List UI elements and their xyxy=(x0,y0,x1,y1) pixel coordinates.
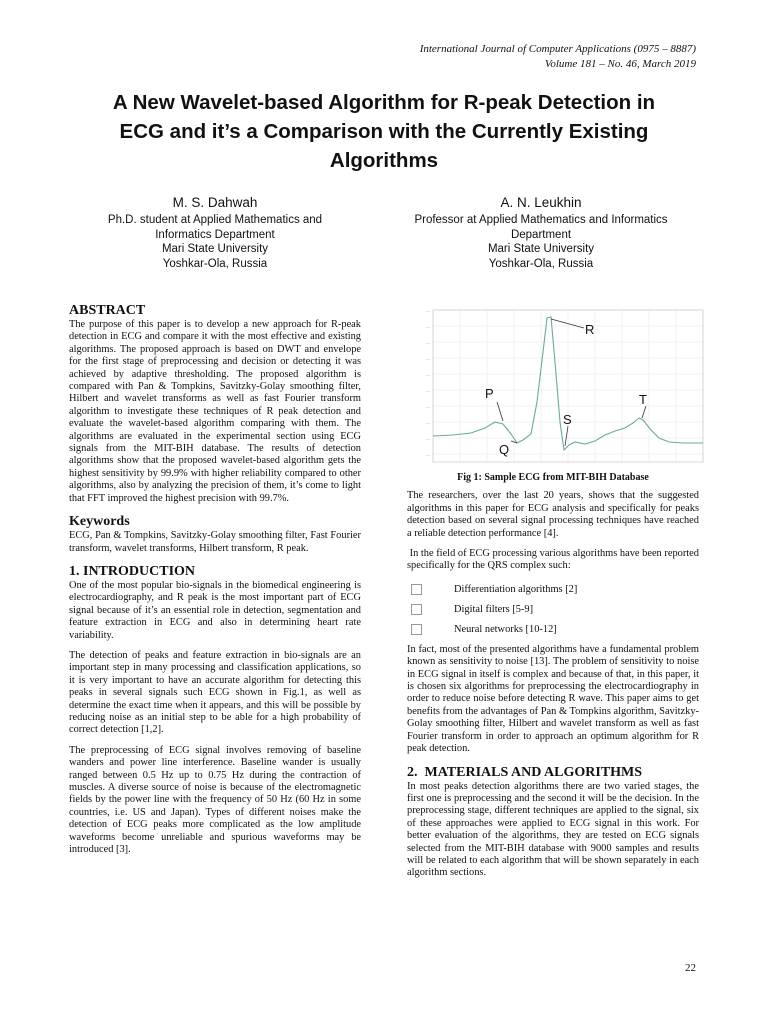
journal-header xyxy=(420,42,696,72)
keywords-heading: Keywords xyxy=(69,514,130,530)
right-column xyxy=(407,302,702,880)
svg-text:-.-: -.- xyxy=(426,341,430,345)
introduction-heading: 1. INTRODUCTION xyxy=(69,563,196,579)
right-paragraph: The researchers, over the last 20 years, shows that the suggested algorithms in this paper for ECG analysis and specifically for peaks detection based on several signal processing techniques have reached a reliable detection performance [4]. xyxy=(407,490,699,539)
algorithm-list xyxy=(407,580,699,640)
label-r: R xyxy=(585,322,595,337)
right-paragraph: In fact, most of the presented algorithms have a fundamental problem known as sensitivity to noise [13]. The problem of sensitivity to noise in ECG signal in itself is complex and because of that, in this paper, it is chosen six algorithms for preprocessing the electrocardiography in order to reduce noise before detecting R wave. This paper aims to get benefits from the advantages of Pan & Tompkins algorithm, Savitzky-Golay smoothing filter, Hilbert and wavelet transform as well as fast Fourier transform in order to approach an optimum algorithm for R peak detection. xyxy=(407,643,699,755)
label-s: S xyxy=(563,412,572,427)
abstract-text: The purpose of this paper is to develop a new approach for R-peak detection in ECG and compare it with the most effective and existing algorithms. The proposed approach is based on DWT and envelope for the first stage of preprocessing and decision or detecting it was achieved by adaptive thresholding. The proposed algorithm is compared with Pan & Tompkins, Savitzky-Golay smoothing filter, Hilbert and wavelet transforms as well as fast Fourier transform algorithm to investigate these techniques of R peak detection and evaluate the wavelet-based algorithm comparing with them. The algorithms are evaluated in the experimental section using ECG signals from the MIT-BIH database. The results of detection algorithms show that the proposed wavelet-based algorithm gets the highest sensitivity by 99.9% with higher reliability compared to other algorithms, also by analyzing the precision of them, it’s come to light that FFT improved the highest precision with 99.7%. xyxy=(69,319,361,504)
list-item xyxy=(407,620,699,640)
svg-text:-.-: -.- xyxy=(426,389,430,393)
right-paragraph: In the field of ECG processing various algorithms have been reported specifically for the QRS complex such: xyxy=(407,548,702,572)
svg-text:-.-: -.- xyxy=(426,309,430,313)
list-item-text: Differentiation algorithms [2] xyxy=(454,583,578,595)
ecg-plot xyxy=(413,302,709,470)
introduction-paragraph: One of the most popular bio-signals in the biomedical engineering is electrocardiography, and R peak is the most important part of ECG signal because of it’s an essential role in detection, segmentation and feature extraction in ECG and also in determining heart rate variability. xyxy=(69,579,361,641)
materials-paragraph: In most peaks detection algorithms there are two varied stages, the first one is preprocessing and the second it will be the decision. In the preprocessing stage, different techniques are applied to the signal, six of these approaches were applied to ECG signal in this work. For better evaluation of the algorithms, they are tested on ECG signals selected from the MIT-BIH database with 9000 samples and results will be related to each algorithm that will be shown separately in each algorithm sections. xyxy=(407,780,699,879)
ecg-figure xyxy=(413,302,709,470)
svg-text:-.-: -.- xyxy=(426,405,430,409)
label-p: P xyxy=(485,386,494,401)
author-affiliation: Professor at Applied Mathematics and Informatics xyxy=(414,214,668,226)
author-affiliation: Yoshkar-Ola, Russia xyxy=(162,257,268,270)
title-line-2: ECG and it’s a Comparison with the Currently Existing xyxy=(119,120,649,143)
author-affiliation: Mari State University xyxy=(161,243,269,255)
author-affiliation: Mari State University xyxy=(487,243,595,255)
materials-heading: 2. MATERIALS AND ALGORITHMS xyxy=(407,764,643,780)
introduction-paragraph: The detection of peaks and feature extraction in bio-signals are an important step in many processing and classification applications, so it is very important to have an accurate algorithm for detecting this peaks in several signals such ECG shown in Fig.1, as well as determine the exact time when it appears, and this will be possible by reducing noise as an initial step to be able for a high probability of correct detection [1,2]. xyxy=(69,649,361,736)
title-line-1: A New Wavelet-based Algorithm for R-peak Detection in xyxy=(112,91,656,114)
list-item-text: Neural networks [10-12] xyxy=(454,623,557,635)
svg-text:-.-: -.- xyxy=(426,357,430,361)
svg-text:-.-: -.- xyxy=(426,453,430,457)
list-item xyxy=(407,580,699,600)
list-item xyxy=(407,600,699,620)
svg-text:-.-: -.- xyxy=(426,373,430,377)
author-name: A. N. Leukhin xyxy=(500,195,582,210)
author-affiliation: Ph.D. student at Applied Mathematics and xyxy=(107,214,323,226)
page-number: 22 xyxy=(685,962,696,974)
abstract-heading: ABSTRACT xyxy=(69,303,146,318)
bullet-box-icon xyxy=(411,604,422,615)
author-affiliation: Informatics Department xyxy=(155,228,275,241)
label-t: T xyxy=(639,392,647,407)
journal-volume: Volume 181 – No. 46, March 2019 xyxy=(544,58,696,70)
keywords-text: ECG, Pan & Tompkins, Savitzky-Golay smoothing filter, Fast Fourier transform, wavelet transforms, Hilbert transform, R peak. xyxy=(69,530,361,554)
y-ticks xyxy=(426,309,430,457)
author-block-1 xyxy=(70,194,360,271)
introduction-paragraph: The preprocessing of ECG signal involves removing of baseline wanders and power line interference. Baseline wander is usually ranged between 0.5 Hz up to 0.75 Hz during the contraction of muscles. A diverse source of noise is because of the electromagnetic fields by the power line with the frequency of 50 Hz (60 Hz in some countries, i.e. US and Japan). Types of different noises make the detection of ECG peaks more complicated as the low amplitude waveforms become unreliable and spurious waveforms may be introduced [3]. xyxy=(69,744,361,856)
left-column xyxy=(69,302,361,856)
journal-name: International Journal of Computer Applications (0975 – 8887) xyxy=(419,43,696,55)
author-affiliation: Yoshkar-Ola, Russia xyxy=(488,257,594,270)
svg-text:-.-: -.- xyxy=(426,437,430,441)
paper-title xyxy=(60,88,708,175)
bullet-box-icon xyxy=(411,584,422,595)
author-name: M. S. Dahwah xyxy=(172,195,258,210)
list-item-text: Digital filters [5-9] xyxy=(454,603,534,615)
title-line-3: Algorithms xyxy=(329,149,439,172)
author-affiliation: Department xyxy=(510,228,572,241)
bullet-box-icon xyxy=(411,624,422,635)
author-block-2 xyxy=(396,194,686,271)
svg-text:-.-: -.- xyxy=(426,421,430,425)
svg-text:-.-: -.- xyxy=(426,325,430,329)
figure-caption: Fig 1: Sample ECG from MIT-BIH Database xyxy=(457,472,649,483)
label-q: Q xyxy=(499,442,510,457)
